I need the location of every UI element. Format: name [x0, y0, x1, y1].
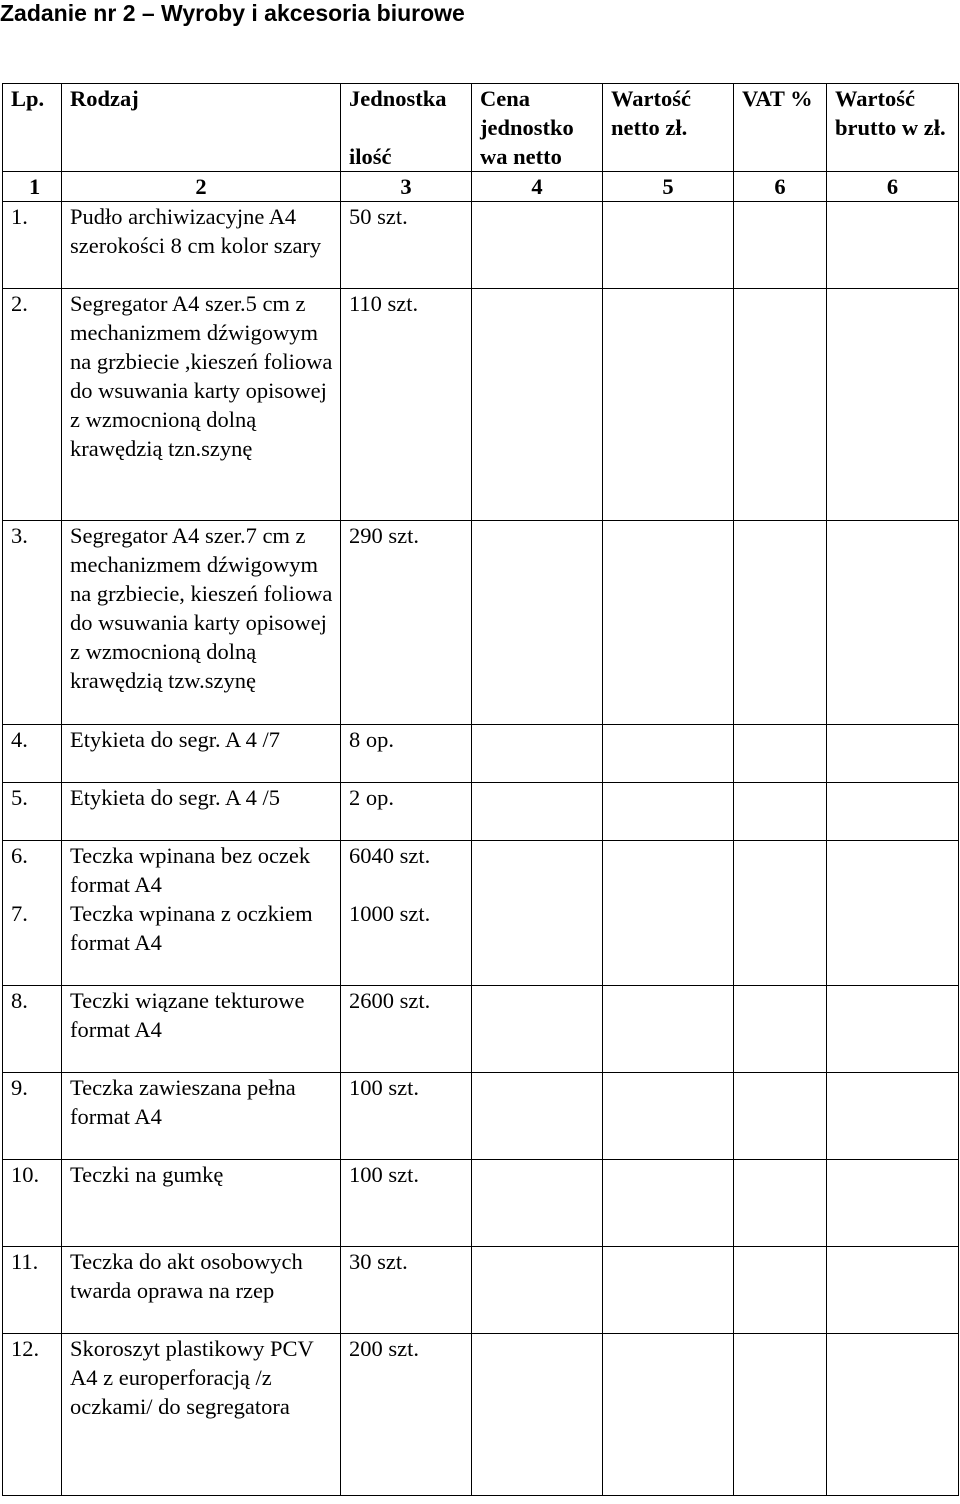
cell-wartosc-netto: [603, 521, 734, 725]
header-vat: VAT %: [734, 84, 827, 172]
header-wartosc-netto: Wartość netto zł.: [603, 84, 734, 172]
cell-ilosc: 50 szt.: [341, 202, 472, 289]
cell-wartosc-brutto: [827, 986, 959, 1073]
cell-lp: 12.: [3, 1334, 62, 1496]
table-row: [3, 1160, 959, 1247]
column-number-row: [3, 172, 959, 202]
table-row: [3, 1247, 959, 1334]
cell-rodzaj: Segregator A4 szer.7 cm z mechanizmem dźwigowym na grzbiecie, kieszeń foliowa do wsuwania karty opisowej z wzmocnioną dolną krawędzią tzw.szynę: [62, 521, 341, 725]
cell-lp-second: 7.: [11, 901, 28, 926]
cell-lp-first: 6.: [11, 843, 28, 868]
cell-wartosc-netto: [603, 289, 734, 521]
cell-cena: [472, 1334, 603, 1496]
cell-ilosc: 100 szt.: [341, 1160, 472, 1247]
cell-rodzaj: Teczki na gumkę: [62, 1160, 341, 1247]
cell-vat: [734, 841, 827, 986]
cell-rodzaj: Skoroszyt plastikowy PCV A4 z europerforacją /z oczkami/ do segregatora: [62, 1334, 341, 1496]
cell-lp: 10.: [3, 1160, 62, 1247]
cell-cena: [472, 289, 603, 521]
cell-ilosc: 110 szt.: [341, 289, 472, 521]
table-row: [3, 725, 959, 783]
cell-ilosc: 200 szt.: [341, 1334, 472, 1496]
header-ilosc: ilość: [349, 144, 392, 169]
header-lp: Lp.: [3, 84, 62, 172]
cell-ilosc: 30 szt.: [341, 1247, 472, 1334]
cell-vat: [734, 783, 827, 841]
cell-ilosc-first: 6040 szt.: [349, 843, 431, 868]
cell-vat: [734, 725, 827, 783]
cell-cena: [472, 841, 603, 986]
cell-cena: [472, 202, 603, 289]
cell-vat: [734, 521, 827, 725]
cell-lp: 11.: [3, 1247, 62, 1334]
cell-ilosc: 2 op.: [341, 783, 472, 841]
cell-cena: [472, 986, 603, 1073]
cell-wartosc-brutto: [827, 841, 959, 986]
cell-wartosc-netto: [603, 1073, 734, 1160]
table-row: [3, 841, 959, 986]
cell-cena: [472, 1247, 603, 1334]
cell-wartosc-brutto: [827, 1334, 959, 1496]
cell-cena: [472, 783, 603, 841]
cell-rodzaj: Segregator A4 szer.5 cm z mechanizmem dźwigowym na grzbiecie ,kieszeń foliowa do wsuwania karty opisowej z wzmocnioną dolną krawędzią tzn.szynę: [62, 289, 341, 521]
cell-rodzaj: Etykieta do segr. A 4 /7: [62, 725, 341, 783]
cell-lp: 4.: [3, 725, 62, 783]
cell-rodzaj: Teczka do akt osobowych twarda oprawa na rzep: [62, 1247, 341, 1334]
cell-ilosc: 8 op.: [341, 725, 472, 783]
cell-rodzaj-second: Teczka wpinana z oczkiem format A4: [70, 901, 313, 955]
table-row: [3, 202, 959, 289]
column-number: 3: [341, 172, 472, 202]
table-row: [3, 521, 959, 725]
cell-lp: 8.: [3, 986, 62, 1073]
cell-cena: [472, 725, 603, 783]
cell-wartosc-brutto: [827, 521, 959, 725]
cell-wartosc-brutto: [827, 1160, 959, 1247]
cell-wartosc-netto: [603, 986, 734, 1073]
cell-wartosc-brutto: [827, 289, 959, 521]
cell-wartosc-netto: [603, 725, 734, 783]
cell-rodzaj-first: Teczka wpinana bez oczek format A4: [70, 843, 311, 897]
cell-wartosc-netto: [603, 1160, 734, 1247]
document-title: Zadanie nr 2 – Wyroby i akcesoria biurowe: [0, 0, 465, 26]
cell-rodzaj: Teczki wiązane tekturowe format A4: [62, 986, 341, 1073]
cell-lp: [3, 841, 62, 986]
header-row: [3, 84, 959, 172]
cell-cena: [472, 521, 603, 725]
cell-wartosc-brutto: [827, 783, 959, 841]
cell-ilosc: 290 szt.: [341, 521, 472, 725]
cell-wartosc-brutto: [827, 1247, 959, 1334]
cell-wartosc-brutto: [827, 1073, 959, 1160]
products-table: [2, 83, 959, 1496]
table-row: [3, 289, 959, 521]
cell-rodzaj: [62, 841, 341, 986]
cell-rodzaj: Teczka zawieszana pełna format A4: [62, 1073, 341, 1160]
column-number: 4: [472, 172, 603, 202]
cell-ilosc: 2600 szt.: [341, 986, 472, 1073]
cell-wartosc-netto: [603, 1334, 734, 1496]
cell-ilosc: [341, 841, 472, 986]
cell-vat: [734, 1334, 827, 1496]
header-rodzaj: Rodzaj: [62, 84, 341, 172]
cell-vat: [734, 1160, 827, 1247]
cell-lp: 2.: [3, 289, 62, 521]
header-jednostka-ilosc: [341, 84, 472, 172]
header-wartosc-brutto: Wartość brutto w zł.: [827, 84, 959, 172]
table-row: [3, 783, 959, 841]
cell-vat: [734, 289, 827, 521]
column-number: 6: [734, 172, 827, 202]
cell-ilosc: 100 szt.: [341, 1073, 472, 1160]
table-row: [3, 1334, 959, 1496]
cell-vat: [734, 202, 827, 289]
table-row: [3, 1073, 959, 1160]
column-number: 2: [62, 172, 341, 202]
cell-cena: [472, 1073, 603, 1160]
table-row: [3, 986, 959, 1073]
cell-wartosc-netto: [603, 1247, 734, 1334]
column-number: 5: [603, 172, 734, 202]
header-jednostka: Jednostka: [349, 86, 447, 111]
cell-lp: 5.: [3, 783, 62, 841]
cell-lp: 9.: [3, 1073, 62, 1160]
header-cena: Cena jednostko wa netto: [472, 84, 603, 172]
cell-wartosc-netto: [603, 841, 734, 986]
cell-lp: 1.: [3, 202, 62, 289]
cell-wartosc-brutto: [827, 202, 959, 289]
cell-vat: [734, 1247, 827, 1334]
cell-wartosc-netto: [603, 783, 734, 841]
cell-vat: [734, 986, 827, 1073]
cell-cena: [472, 1160, 603, 1247]
cell-lp: 3.: [3, 521, 62, 725]
column-number: 6: [827, 172, 959, 202]
cell-ilosc-second: 1000 szt.: [349, 901, 431, 926]
cell-vat: [734, 1073, 827, 1160]
cell-wartosc-netto: [603, 202, 734, 289]
cell-rodzaj: Etykieta do segr. A 4 /5: [62, 783, 341, 841]
cell-rodzaj: Pudło archiwizacyjne A4 szerokości 8 cm kolor szary: [62, 202, 341, 289]
column-number: 1: [3, 172, 62, 202]
cell-wartosc-brutto: [827, 725, 959, 783]
